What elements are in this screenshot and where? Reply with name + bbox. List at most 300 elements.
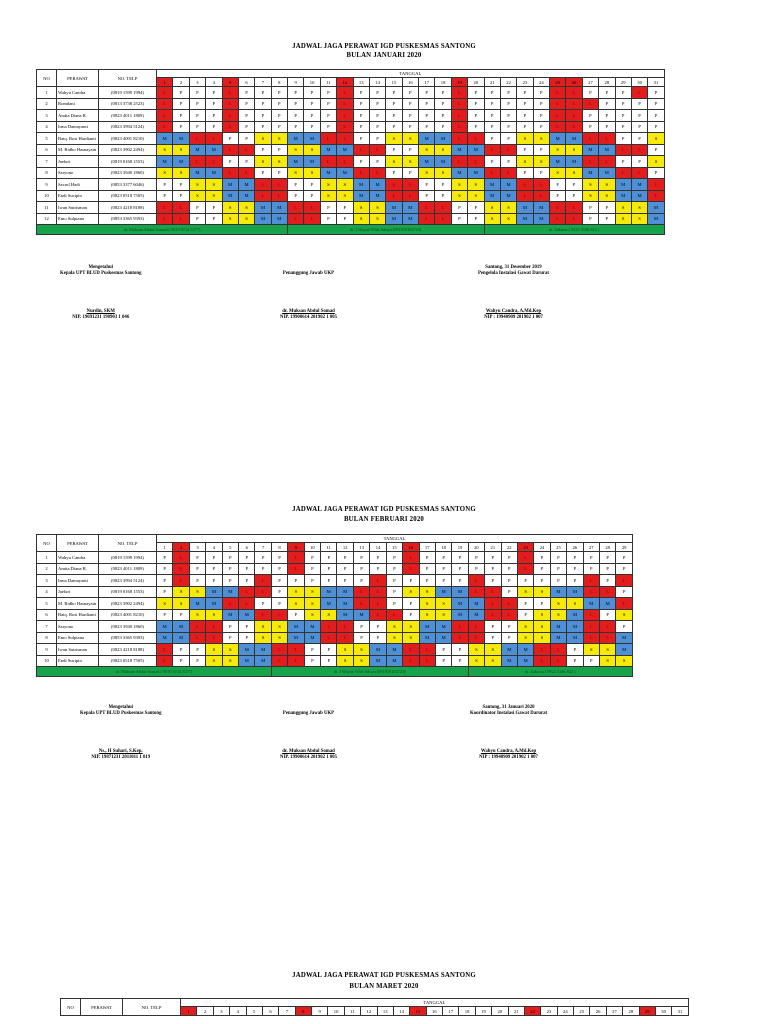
- day-header: 13: [353, 543, 369, 552]
- shift-cell: L: [320, 156, 336, 168]
- day-header: 26: [566, 78, 582, 87]
- shift-cell: P: [288, 609, 304, 621]
- shift-cell: L: [369, 144, 385, 156]
- nurse-name: Baiq. Rosi Hardianti: [57, 133, 99, 145]
- nurse-phone: (0823 4011 1809): [99, 110, 157, 122]
- row-number: 8: [37, 167, 57, 179]
- day-header: 9: [312, 1007, 328, 1016]
- shift-cell: P: [583, 552, 599, 564]
- nurse-name: Jaeluri: [57, 586, 99, 598]
- row-number: 4: [37, 586, 57, 598]
- shift-cell: P: [500, 156, 516, 168]
- shift-cell: P: [500, 98, 516, 110]
- shift-cell: P: [517, 144, 533, 156]
- shift-cell: P: [157, 190, 173, 202]
- signature-heading: Santong, 31 Januari 2020: [482, 705, 535, 710]
- shift-cell: L: [583, 575, 599, 587]
- shift-cell: M: [157, 632, 173, 644]
- shift-cell: S: [517, 156, 533, 168]
- shift-cell: P: [402, 87, 418, 99]
- schedule-table: [36, 69, 665, 235]
- shift-cell: P: [321, 655, 337, 667]
- day-header: 22: [501, 543, 517, 552]
- shift-cell: S: [419, 609, 435, 621]
- shift-cell: M: [402, 202, 418, 214]
- table-row: [37, 87, 665, 99]
- shift-cell: L: [484, 144, 500, 156]
- shift-cell: L: [337, 98, 353, 110]
- shift-cell: L: [419, 655, 435, 667]
- shift-cell: S: [419, 144, 435, 156]
- shift-cell: P: [321, 575, 337, 587]
- shift-cell: P: [157, 552, 173, 564]
- shift-cell: L: [157, 121, 173, 133]
- shift-cell: P: [369, 98, 385, 110]
- shift-cell: P: [353, 156, 369, 168]
- shift-cell: P: [567, 552, 583, 564]
- day-header: 15: [386, 78, 402, 87]
- shift-cell: L: [369, 167, 385, 179]
- shift-cell: P: [255, 552, 271, 564]
- day-header: 22: [524, 1007, 540, 1016]
- shift-cell: L: [550, 98, 566, 110]
- shift-cell: L: [320, 133, 336, 145]
- signature-name: Wahyu Candra, A.Md.Kep: [485, 309, 542, 314]
- shift-cell: P: [255, 110, 271, 122]
- shift-cell: L: [500, 144, 516, 156]
- shift-cell: M: [238, 190, 254, 202]
- shift-cell: P: [386, 87, 402, 99]
- shift-cell: M: [321, 586, 337, 598]
- shift-cell: P: [582, 202, 598, 214]
- shift-cell: P: [402, 121, 418, 133]
- shift-cell: P: [402, 110, 418, 122]
- shift-cell: S: [173, 167, 189, 179]
- shift-cell: P: [271, 87, 287, 99]
- shift-cell: S: [157, 144, 173, 156]
- shift-cell: P: [222, 552, 238, 564]
- nurse-name: Saryono: [57, 167, 99, 179]
- shift-cell: M: [288, 133, 304, 145]
- day-header: 23: [541, 1007, 557, 1016]
- day-header: 10: [304, 78, 320, 87]
- shift-cell: L: [419, 644, 435, 656]
- shift-cell: P: [337, 213, 353, 225]
- day-header: 10: [304, 543, 320, 552]
- shift-cell: S: [403, 586, 419, 598]
- row-number: 6: [37, 144, 57, 156]
- shift-cell: P: [533, 110, 549, 122]
- shift-cell: P: [173, 655, 189, 667]
- shift-cell: S: [582, 179, 598, 191]
- shift-cell: P: [386, 110, 402, 122]
- doctor-on-call: dr. Zakaria ( 0822 3146 822 ): [484, 225, 664, 235]
- shift-cell: S: [173, 598, 189, 610]
- signature-role: Pengelola Instalasi Gawat Darurat: [478, 271, 550, 276]
- shift-cell: L: [500, 167, 516, 179]
- shift-cell: M: [648, 202, 664, 214]
- shift-cell: P: [517, 609, 533, 621]
- shift-cell: P: [435, 110, 451, 122]
- day-header: 10: [328, 1007, 344, 1016]
- day-header: 7: [279, 1007, 295, 1016]
- shift-cell: M: [157, 156, 173, 168]
- day-header: 24: [534, 543, 550, 552]
- shift-cell: L: [206, 133, 222, 145]
- shift-cell: L: [452, 632, 468, 644]
- shift-cell: S: [419, 586, 435, 598]
- signature-name: Wahyu Candra, A.Md.Kep: [480, 749, 537, 754]
- day-header: 8: [271, 543, 287, 552]
- shift-cell: M: [567, 586, 583, 598]
- day-header: 16: [403, 543, 419, 552]
- shift-cell: S: [468, 190, 484, 202]
- shift-cell: M: [567, 632, 583, 644]
- day-header: 1: [157, 543, 173, 552]
- day-header: 22: [500, 78, 516, 87]
- shift-cell: P: [370, 552, 386, 564]
- shift-cell: P: [321, 644, 337, 656]
- shift-cell: S: [189, 179, 205, 191]
- day-header: 21: [484, 78, 500, 87]
- shift-cell: L: [353, 586, 369, 598]
- shift-cell: P: [288, 190, 304, 202]
- nurse-name: Saryono: [57, 621, 99, 633]
- shift-cell: M: [435, 586, 451, 598]
- shift-cell: L: [238, 167, 254, 179]
- day-header: 30: [631, 78, 647, 87]
- shift-cell: P: [386, 575, 402, 587]
- column-header-nurse: PERAWAT: [57, 70, 99, 87]
- shift-cell: P: [583, 655, 599, 667]
- day-header: 20: [492, 1007, 508, 1016]
- shift-cell: L: [222, 144, 238, 156]
- doctor-on-call: dr. Zakaria ( 0822 3146 822 ): [468, 667, 632, 677]
- nurse-phone: (0823 3902 2494): [99, 144, 157, 156]
- shift-cell: P: [255, 98, 271, 110]
- shift-cell: M: [435, 156, 451, 168]
- shift-cell: P: [616, 586, 633, 598]
- shift-cell: S: [451, 179, 467, 191]
- shift-cell: L: [452, 621, 468, 633]
- shift-cell: L: [189, 632, 205, 644]
- shift-cell: P: [435, 563, 451, 575]
- column-header-phone: NO. TELP: [99, 70, 157, 87]
- shift-cell: M: [304, 621, 320, 633]
- shift-cell: L: [451, 87, 467, 99]
- shift-cell: S: [222, 213, 238, 225]
- shift-cell: M: [337, 598, 353, 610]
- shift-cell: P: [435, 121, 451, 133]
- shift-cell: M: [500, 179, 516, 191]
- shift-cell: L: [288, 552, 304, 564]
- shift-cell: M: [386, 644, 402, 656]
- day-header: 14: [393, 1007, 409, 1016]
- shift-cell: S: [157, 167, 173, 179]
- shift-cell: L: [451, 133, 467, 145]
- shift-cell: P: [353, 121, 369, 133]
- table-row: [37, 144, 665, 156]
- shift-cell: P: [567, 644, 583, 656]
- shift-cell: M: [517, 644, 533, 656]
- shift-cell: L: [337, 156, 353, 168]
- shift-cell: P: [485, 632, 501, 644]
- shift-cell: P: [517, 575, 533, 587]
- shift-cell: L: [485, 598, 501, 610]
- shift-cell: P: [452, 552, 468, 564]
- shift-cell: L: [631, 167, 647, 179]
- row-number: 2: [37, 563, 57, 575]
- shift-cell: S: [337, 190, 353, 202]
- shift-cell: L: [468, 621, 484, 633]
- shift-cell: L: [583, 621, 599, 633]
- shift-cell: S: [173, 586, 189, 598]
- shift-cell: P: [452, 575, 468, 587]
- shift-cell: L: [403, 655, 419, 667]
- shift-cell: M: [501, 644, 517, 656]
- shift-cell: P: [485, 552, 501, 564]
- shift-cell: L: [583, 609, 599, 621]
- signature-block: [60, 265, 141, 321]
- shift-cell: L: [517, 552, 533, 564]
- shift-cell: M: [206, 598, 222, 610]
- shift-cell: P: [320, 98, 336, 110]
- shift-cell: P: [402, 144, 418, 156]
- shift-cell: S: [386, 133, 402, 145]
- signature-nip: NIP. 19691231 198903 1 046: [72, 315, 130, 320]
- shift-cell: P: [533, 167, 549, 179]
- shift-cell: L: [222, 121, 238, 133]
- shift-cell: P: [631, 121, 647, 133]
- shift-cell: L: [222, 98, 238, 110]
- shift-cell: P: [370, 621, 386, 633]
- shift-cell: M: [222, 609, 238, 621]
- shift-cell: L: [631, 87, 647, 99]
- shift-cell: P: [189, 87, 205, 99]
- shift-cell: P: [173, 644, 189, 656]
- shift-cell: S: [271, 133, 287, 145]
- shift-cell: S: [353, 655, 369, 667]
- shift-cell: L: [173, 575, 189, 587]
- shift-cell: P: [615, 98, 631, 110]
- day-header: 11: [320, 78, 336, 87]
- shift-cell: M: [615, 179, 631, 191]
- shift-cell: P: [189, 644, 205, 656]
- shift-cell: L: [403, 552, 419, 564]
- shift-cell: L: [321, 621, 337, 633]
- shift-cell: P: [173, 190, 189, 202]
- shift-cell: L: [451, 98, 467, 110]
- day-header: 29: [639, 1007, 655, 1016]
- shift-cell: M: [321, 598, 337, 610]
- shift-cell: P: [238, 98, 254, 110]
- row-number: 12: [37, 213, 57, 225]
- shift-cell: P: [288, 87, 304, 99]
- shift-cell: P: [353, 133, 369, 145]
- shift-cell: P: [419, 110, 435, 122]
- shift-cell: S: [304, 167, 320, 179]
- doctor-on-call: dr. I Wayan Widi Aditya (081916104723): [271, 667, 468, 677]
- column-header-phone: NO. TELP: [99, 535, 157, 552]
- shift-cell: M: [616, 632, 633, 644]
- shift-cell: M: [468, 167, 484, 179]
- schedule-title: JADWAL JAGA PERAWAT IGD PUSKESMAS SANTONG: [292, 972, 476, 979]
- shift-cell: L: [353, 598, 369, 610]
- shift-cell: L: [288, 644, 304, 656]
- shift-cell: L: [501, 609, 517, 621]
- shift-cell: S: [304, 609, 320, 621]
- shift-cell: P: [206, 552, 222, 564]
- shift-cell: P: [320, 121, 336, 133]
- schedule-table: [36, 534, 633, 677]
- nurse-name: Romdani: [57, 98, 99, 110]
- shift-cell: M: [484, 179, 500, 191]
- shift-cell: L: [238, 144, 254, 156]
- shift-cell: S: [255, 133, 271, 145]
- nurse-phone: (0823 3994 5124): [99, 575, 157, 587]
- signature-heading: Mengetahui: [88, 265, 113, 270]
- shift-cell: M: [616, 644, 633, 656]
- doctor-on-call: dr. Muksan Abdul Somad ( 0819 0714 3377): [37, 225, 288, 235]
- shift-cell: M: [566, 133, 582, 145]
- shift-cell: P: [484, 98, 500, 110]
- table-row: [37, 98, 665, 110]
- shift-cell: L: [157, 644, 173, 656]
- shift-cell: P: [173, 121, 189, 133]
- shift-cell: P: [370, 563, 386, 575]
- shift-cell: P: [369, 87, 385, 99]
- shift-cell: P: [583, 563, 599, 575]
- shift-cell: L: [485, 609, 501, 621]
- signature-nip: NIP. 19871231 2011011 1 019: [91, 755, 151, 760]
- doctor-on-call: dr. I Wayan Widi Aditya (081916104723): [288, 225, 485, 235]
- shift-cell: S: [484, 202, 500, 214]
- nurse-phone: (0823 3940 1860): [99, 621, 157, 633]
- nurse-phone: (0823 4218 8188): [99, 202, 157, 214]
- shift-cell: S: [206, 655, 222, 667]
- shift-cell: S: [468, 655, 484, 667]
- shift-cell: M: [435, 621, 451, 633]
- day-header: 2: [197, 1007, 213, 1016]
- shift-cell: M: [206, 586, 222, 598]
- shift-cell: L: [599, 621, 615, 633]
- day-header: 1: [157, 78, 173, 87]
- shift-cell: P: [435, 655, 451, 667]
- shift-cell: L: [550, 110, 566, 122]
- shift-cell: P: [419, 563, 435, 575]
- signature-role: Penanggung Jawab UKP: [282, 711, 335, 716]
- shift-cell: P: [582, 87, 598, 99]
- table-row: [37, 110, 665, 122]
- shift-cell: P: [616, 563, 633, 575]
- nurse-name: Wahyu Candra: [57, 552, 99, 564]
- shift-cell: M: [533, 213, 549, 225]
- shift-cell: M: [386, 655, 402, 667]
- shift-cell: M: [567, 609, 583, 621]
- shift-cell: P: [582, 121, 598, 133]
- shift-cell: P: [386, 121, 402, 133]
- shift-cell: P: [468, 213, 484, 225]
- table-row: [37, 644, 633, 656]
- shift-cell: M: [353, 609, 369, 621]
- shift-cell: L: [353, 144, 369, 156]
- column-header-dates: TANGGAL: [157, 535, 633, 543]
- shift-cell: M: [173, 156, 189, 168]
- shift-cell: P: [320, 202, 336, 214]
- shift-cell: P: [353, 98, 369, 110]
- shift-cell: L: [157, 98, 173, 110]
- shift-cell: P: [271, 586, 287, 598]
- shift-cell: S: [485, 644, 501, 656]
- shift-cell: M: [583, 598, 599, 610]
- shift-cell: L: [566, 213, 582, 225]
- shift-cell: L: [419, 213, 435, 225]
- shift-cell: L: [550, 121, 566, 133]
- shift-cell: P: [534, 575, 550, 587]
- shift-cell: S: [550, 609, 566, 621]
- day-header: 12: [337, 78, 353, 87]
- shift-cell: P: [403, 598, 419, 610]
- shift-cell: M: [567, 621, 583, 633]
- shift-cell: M: [517, 213, 533, 225]
- shift-cell: M: [337, 609, 353, 621]
- nurse-name: Jaeluri: [57, 156, 99, 168]
- day-header: 30: [655, 1007, 671, 1016]
- shift-cell: P: [189, 202, 205, 214]
- shift-cell: P: [435, 179, 451, 191]
- shift-cell: S: [566, 144, 582, 156]
- day-header: 15: [410, 1007, 426, 1016]
- shift-cell: P: [631, 98, 647, 110]
- shift-cell: P: [615, 133, 631, 145]
- shift-cell: L: [534, 655, 550, 667]
- shift-cell: S: [353, 213, 369, 225]
- table-row: [37, 121, 665, 133]
- shift-cell: P: [419, 575, 435, 587]
- shift-cell: P: [173, 179, 189, 191]
- shift-cell: S: [255, 632, 271, 644]
- shift-cell: M: [238, 179, 254, 191]
- shift-cell: M: [435, 133, 451, 145]
- shift-cell: S: [435, 167, 451, 179]
- shift-cell: M: [451, 144, 467, 156]
- shift-cell: L: [157, 655, 173, 667]
- doctor-on-call: dr. Muksan Abdul Somad ( 0819 0714 3377): [37, 667, 272, 677]
- shift-cell: S: [435, 609, 451, 621]
- shift-cell: L: [173, 552, 189, 564]
- shift-cell: L: [534, 644, 550, 656]
- day-header: 3: [189, 543, 205, 552]
- shift-cell: L: [435, 202, 451, 214]
- shift-cell: L: [615, 144, 631, 156]
- shift-cell: P: [222, 621, 238, 633]
- shift-cell: M: [189, 598, 205, 610]
- shift-cell: P: [337, 563, 353, 575]
- nurse-phone: (0823 3902 2494): [99, 598, 157, 610]
- shift-cell: P: [599, 121, 615, 133]
- shift-cell: L: [222, 110, 238, 122]
- shift-cell: L: [206, 632, 222, 644]
- shift-cell: L: [550, 202, 566, 214]
- day-header: 23: [517, 543, 533, 552]
- shift-cell: M: [173, 632, 189, 644]
- shift-cell: P: [533, 144, 549, 156]
- shift-cell: P: [452, 655, 468, 667]
- shift-cell: S: [550, 144, 566, 156]
- shift-cell: L: [222, 598, 238, 610]
- signature-name: Nurdin, SKM: [86, 309, 115, 314]
- nurse-name: Emo Sulpiana: [57, 632, 99, 644]
